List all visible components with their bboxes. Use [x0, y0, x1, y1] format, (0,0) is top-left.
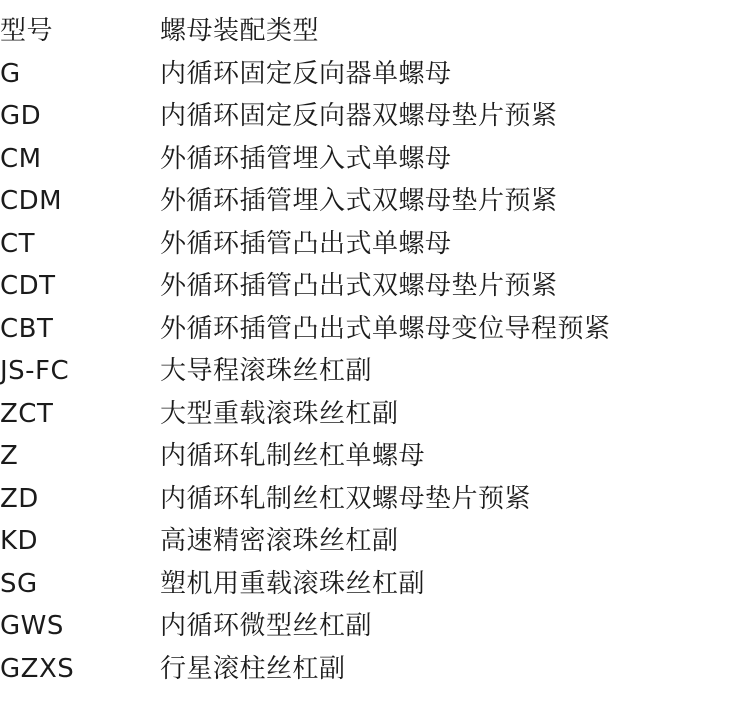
model-cell: GD — [0, 101, 42, 131]
description-cell: 内循环固定反向器双螺母垫片预紧 — [160, 101, 558, 131]
model-cell: JS-FC — [0, 356, 70, 386]
description-cell: 外循环插管凸出式双螺母垫片预紧 — [160, 271, 558, 301]
model-cell: CM — [0, 143, 42, 174]
description-cell: 内循环固定反向器单螺母 — [160, 58, 452, 89]
description-cell: 塑机用重载滚珠丝杠副 — [160, 568, 426, 599]
table-row — [0, 180, 750, 223]
model-cell: 型号 — [0, 16, 54, 46]
description-cell: 大导程滚珠丝杠副 — [160, 356, 373, 386]
description-cell: 外循环插管凸出式单螺母 — [160, 228, 452, 259]
table-row — [0, 53, 750, 96]
description-cell: 内循环轧制丝杠双螺母垫片预紧 — [160, 483, 532, 514]
model-cell: CBT — [0, 313, 54, 344]
table-row — [0, 265, 750, 308]
table-row — [0, 648, 750, 691]
description-cell: 内循环轧制丝杠单螺母 — [160, 441, 426, 471]
table-row — [0, 350, 750, 393]
model-cell: SG — [0, 568, 38, 599]
table-row — [0, 10, 750, 53]
description-cell: 内循环微型丝杠副 — [160, 611, 373, 641]
description-cell: 外循环插管埋入式单螺母 — [160, 143, 452, 174]
model-cell: CT — [0, 228, 36, 259]
table-row — [0, 435, 750, 478]
description-cell: 螺母装配类型 — [160, 16, 320, 46]
model-cell: KD — [0, 526, 39, 556]
model-cell: GZXS — [0, 653, 75, 684]
model-cell: G — [0, 58, 21, 89]
table-row — [0, 563, 750, 606]
table-row — [0, 95, 750, 138]
table-row — [0, 605, 750, 648]
description-cell: 外循环插管凸出式单螺母变位导程预紧 — [160, 313, 611, 344]
table-row — [0, 308, 750, 351]
description-cell: 行星滚柱丝杠副 — [160, 653, 346, 684]
table-row — [0, 138, 750, 181]
table-row — [0, 223, 750, 266]
table-row — [0, 478, 750, 521]
description-cell: 外循环插管埋入式双螺母垫片预紧 — [160, 186, 558, 216]
model-cell: ZCT — [0, 398, 54, 429]
table-body — [0, 10, 750, 690]
model-cell: ZD — [0, 483, 39, 514]
description-cell: 大型重载滚珠丝杠副 — [160, 398, 399, 429]
model-cell: CDM — [0, 186, 63, 216]
table-row — [0, 393, 750, 436]
table-row — [0, 520, 750, 563]
nut-assembly-type-table — [0, 10, 750, 690]
description-cell: 高速精密滚珠丝杠副 — [160, 526, 399, 556]
model-cell: Z — [0, 441, 19, 471]
model-cell: CDT — [0, 271, 56, 301]
model-cell: GWS — [0, 611, 64, 641]
